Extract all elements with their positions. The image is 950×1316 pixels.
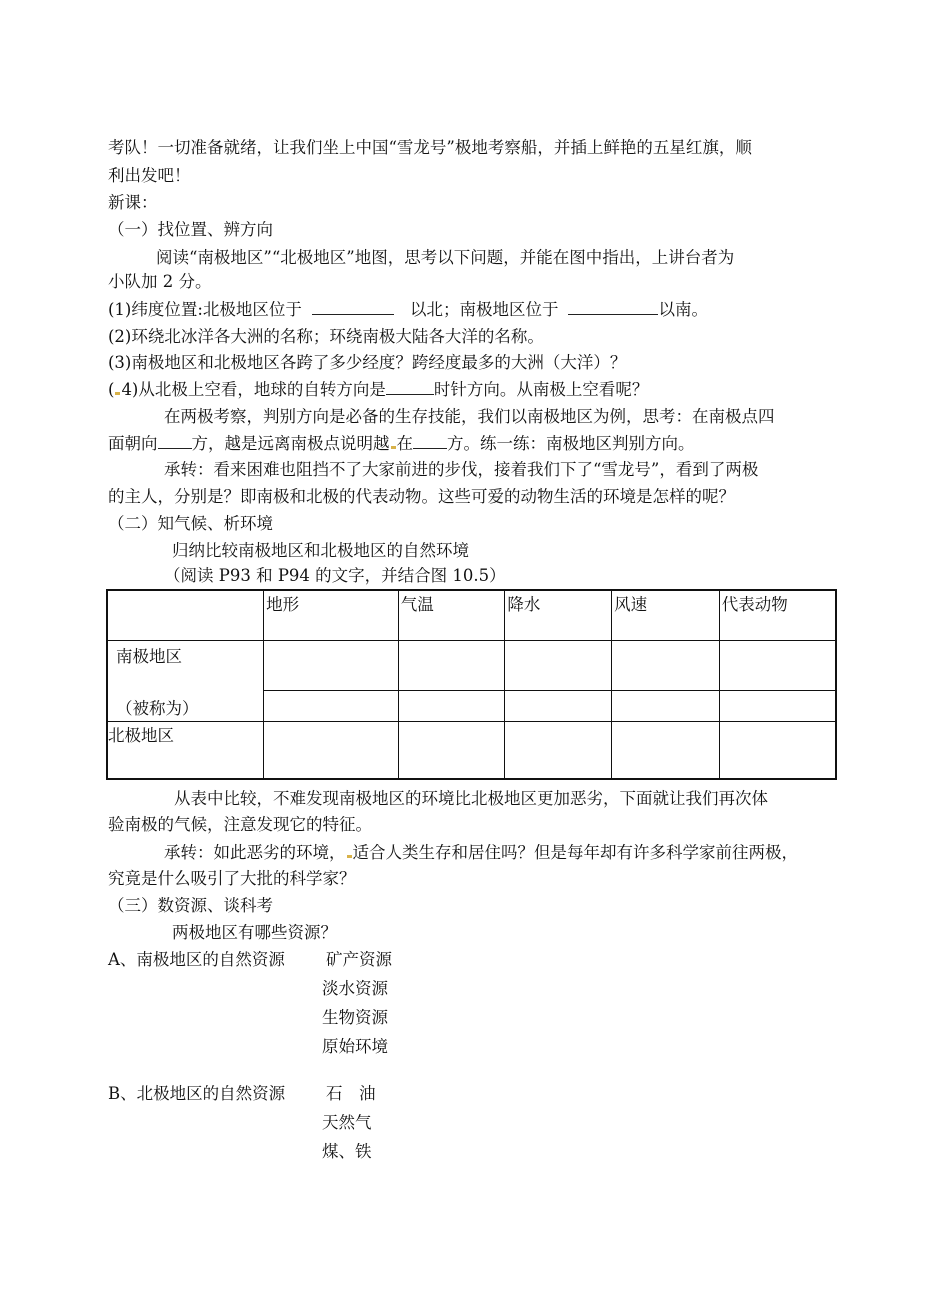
transition-1-line2: 的主人，分别是？即南极和北极的代表动物。这些可爱的动物生活的环境是怎样的呢？ xyxy=(108,487,735,506)
section3-question: 两极地区有哪些资源？ xyxy=(172,923,337,942)
list-item: 生物资源 xyxy=(322,1008,388,1027)
intro-line-1: 考队！一切准备就绪，让我们坐上中国“雪龙号”极地考察船，并插上鲜艳的五星红旗，顺 xyxy=(108,138,752,157)
table-cell[interactable] xyxy=(505,721,612,779)
table-header-cell xyxy=(107,590,264,640)
after-table-line2: 验南极的气候，注意发现它的特征。 xyxy=(108,815,372,834)
table-cell[interactable] xyxy=(505,640,612,690)
table-cell[interactable] xyxy=(264,690,399,721)
table-cell[interactable] xyxy=(264,640,399,690)
section2-heading: （二）知气候、析环境 xyxy=(108,514,273,533)
section1-para1-line1: 阅读“南极地区”“北极地区”地图，思考以下问题，并能在图中指出，上讲台者为 xyxy=(156,248,735,267)
table-row xyxy=(107,721,836,779)
table-header-cell: 代表动物 xyxy=(719,590,836,640)
table-cell[interactable] xyxy=(719,690,836,721)
list-item: 原始环境 xyxy=(322,1037,388,1056)
table-header-row xyxy=(107,590,836,640)
question-3: (3)南极地区和北极地区各跨了多少经度？跨经度最多的大洲（大洋）？ xyxy=(108,353,627,372)
question-2: (2)环绕北冰洋各大洲的名称；环绕南极大陆各大洋的名称。 xyxy=(108,327,544,346)
table-cell[interactable] xyxy=(398,721,505,779)
edit-mark xyxy=(115,392,120,395)
table-row xyxy=(107,640,836,690)
answer-blank[interactable] xyxy=(568,300,658,315)
table-cell[interactable] xyxy=(398,640,505,690)
answer-blank[interactable] xyxy=(158,434,192,449)
list-item: 石 油 xyxy=(326,1084,376,1103)
table-header-cell: 降水 xyxy=(505,590,612,640)
transition-2-line1: 承转：如此恶劣的环境， 适合人类生存和居住吗？但是每年却有许多科学家前往两极， xyxy=(164,843,798,862)
answer-blank[interactable] xyxy=(386,380,434,395)
section2-sub1: 归纳比较南极地区和北极地区的自然环境 xyxy=(172,541,469,560)
table-header-cell: 风速 xyxy=(612,590,720,640)
table-header-cell: 气温 xyxy=(398,590,505,640)
section2-sub2: （阅读 P93 和 P94 的文字，并结合图 10.5） xyxy=(164,566,506,585)
transition-2-line2: 究竟是什么吸引了大批的科学家？ xyxy=(108,869,356,888)
table-cell[interactable] xyxy=(612,721,720,779)
section3-heading: （三）数资源、谈科考 xyxy=(108,896,273,915)
section1-para2-line2: 面朝向 方，越是远离南极点说明越 在 方。练一练：南极地区判别方向。 xyxy=(108,434,695,453)
transition-1-line1: 承转：看来困难也阻挡不了大家前进的步伐，接着我们下了“雪龙号”，看到了两极 xyxy=(164,460,759,479)
row-label-south: 南极地区 （被称为） xyxy=(107,640,264,721)
question-1: (1)纬度位置:北极地区位于 以北；南极地区位于 以南。 xyxy=(108,300,708,319)
answer-blank[interactable] xyxy=(312,300,394,315)
edit-mark xyxy=(347,855,352,858)
row-label-north: 北极地区 xyxy=(107,721,264,779)
list-item: 天然气 xyxy=(322,1113,372,1132)
answer-blank[interactable] xyxy=(413,434,447,449)
resource-a-list xyxy=(322,950,392,1066)
resource-a-label: A、南极地区的自然资源 xyxy=(108,950,285,969)
list-item: 煤、铁 xyxy=(322,1142,372,1161)
new-lesson-label: 新课： xyxy=(108,193,158,212)
table-cell[interactable] xyxy=(264,721,399,779)
intro-line-2: 利出发吧！ xyxy=(108,166,191,185)
section1-para2-line1: 在两极考察，判别方向是必备的生存技能，我们以南极地区为例，思考：在南极点四 xyxy=(164,407,775,426)
list-item: 矿产资源 xyxy=(326,950,392,969)
table-cell[interactable] xyxy=(719,721,836,779)
list-item: 淡水资源 xyxy=(322,979,388,998)
table-cell[interactable] xyxy=(719,640,836,690)
table-cell[interactable] xyxy=(612,690,720,721)
resource-b-list xyxy=(322,1084,376,1171)
after-table-line1: 从表中比较，不难发现南极地区的环境比北极地区更加恶劣，下面就让我们再次体 xyxy=(174,789,768,808)
resource-b-label: B、北极地区的自然资源 xyxy=(108,1084,286,1103)
table-header-cell: 地形 xyxy=(264,590,399,640)
question-4: ( 4)从北极上空看，地球的自转方向是 时针方向。从南极上空看呢？ xyxy=(108,380,649,399)
comparison-table xyxy=(106,589,837,780)
table-cell[interactable] xyxy=(612,640,720,690)
table-cell[interactable] xyxy=(398,690,505,721)
table-cell[interactable] xyxy=(505,690,612,721)
section1-heading: （一）找位置、辨方向 xyxy=(108,220,273,239)
section1-para1-line2: 小队加 2 分。 xyxy=(108,272,212,291)
edit-mark xyxy=(391,446,396,449)
